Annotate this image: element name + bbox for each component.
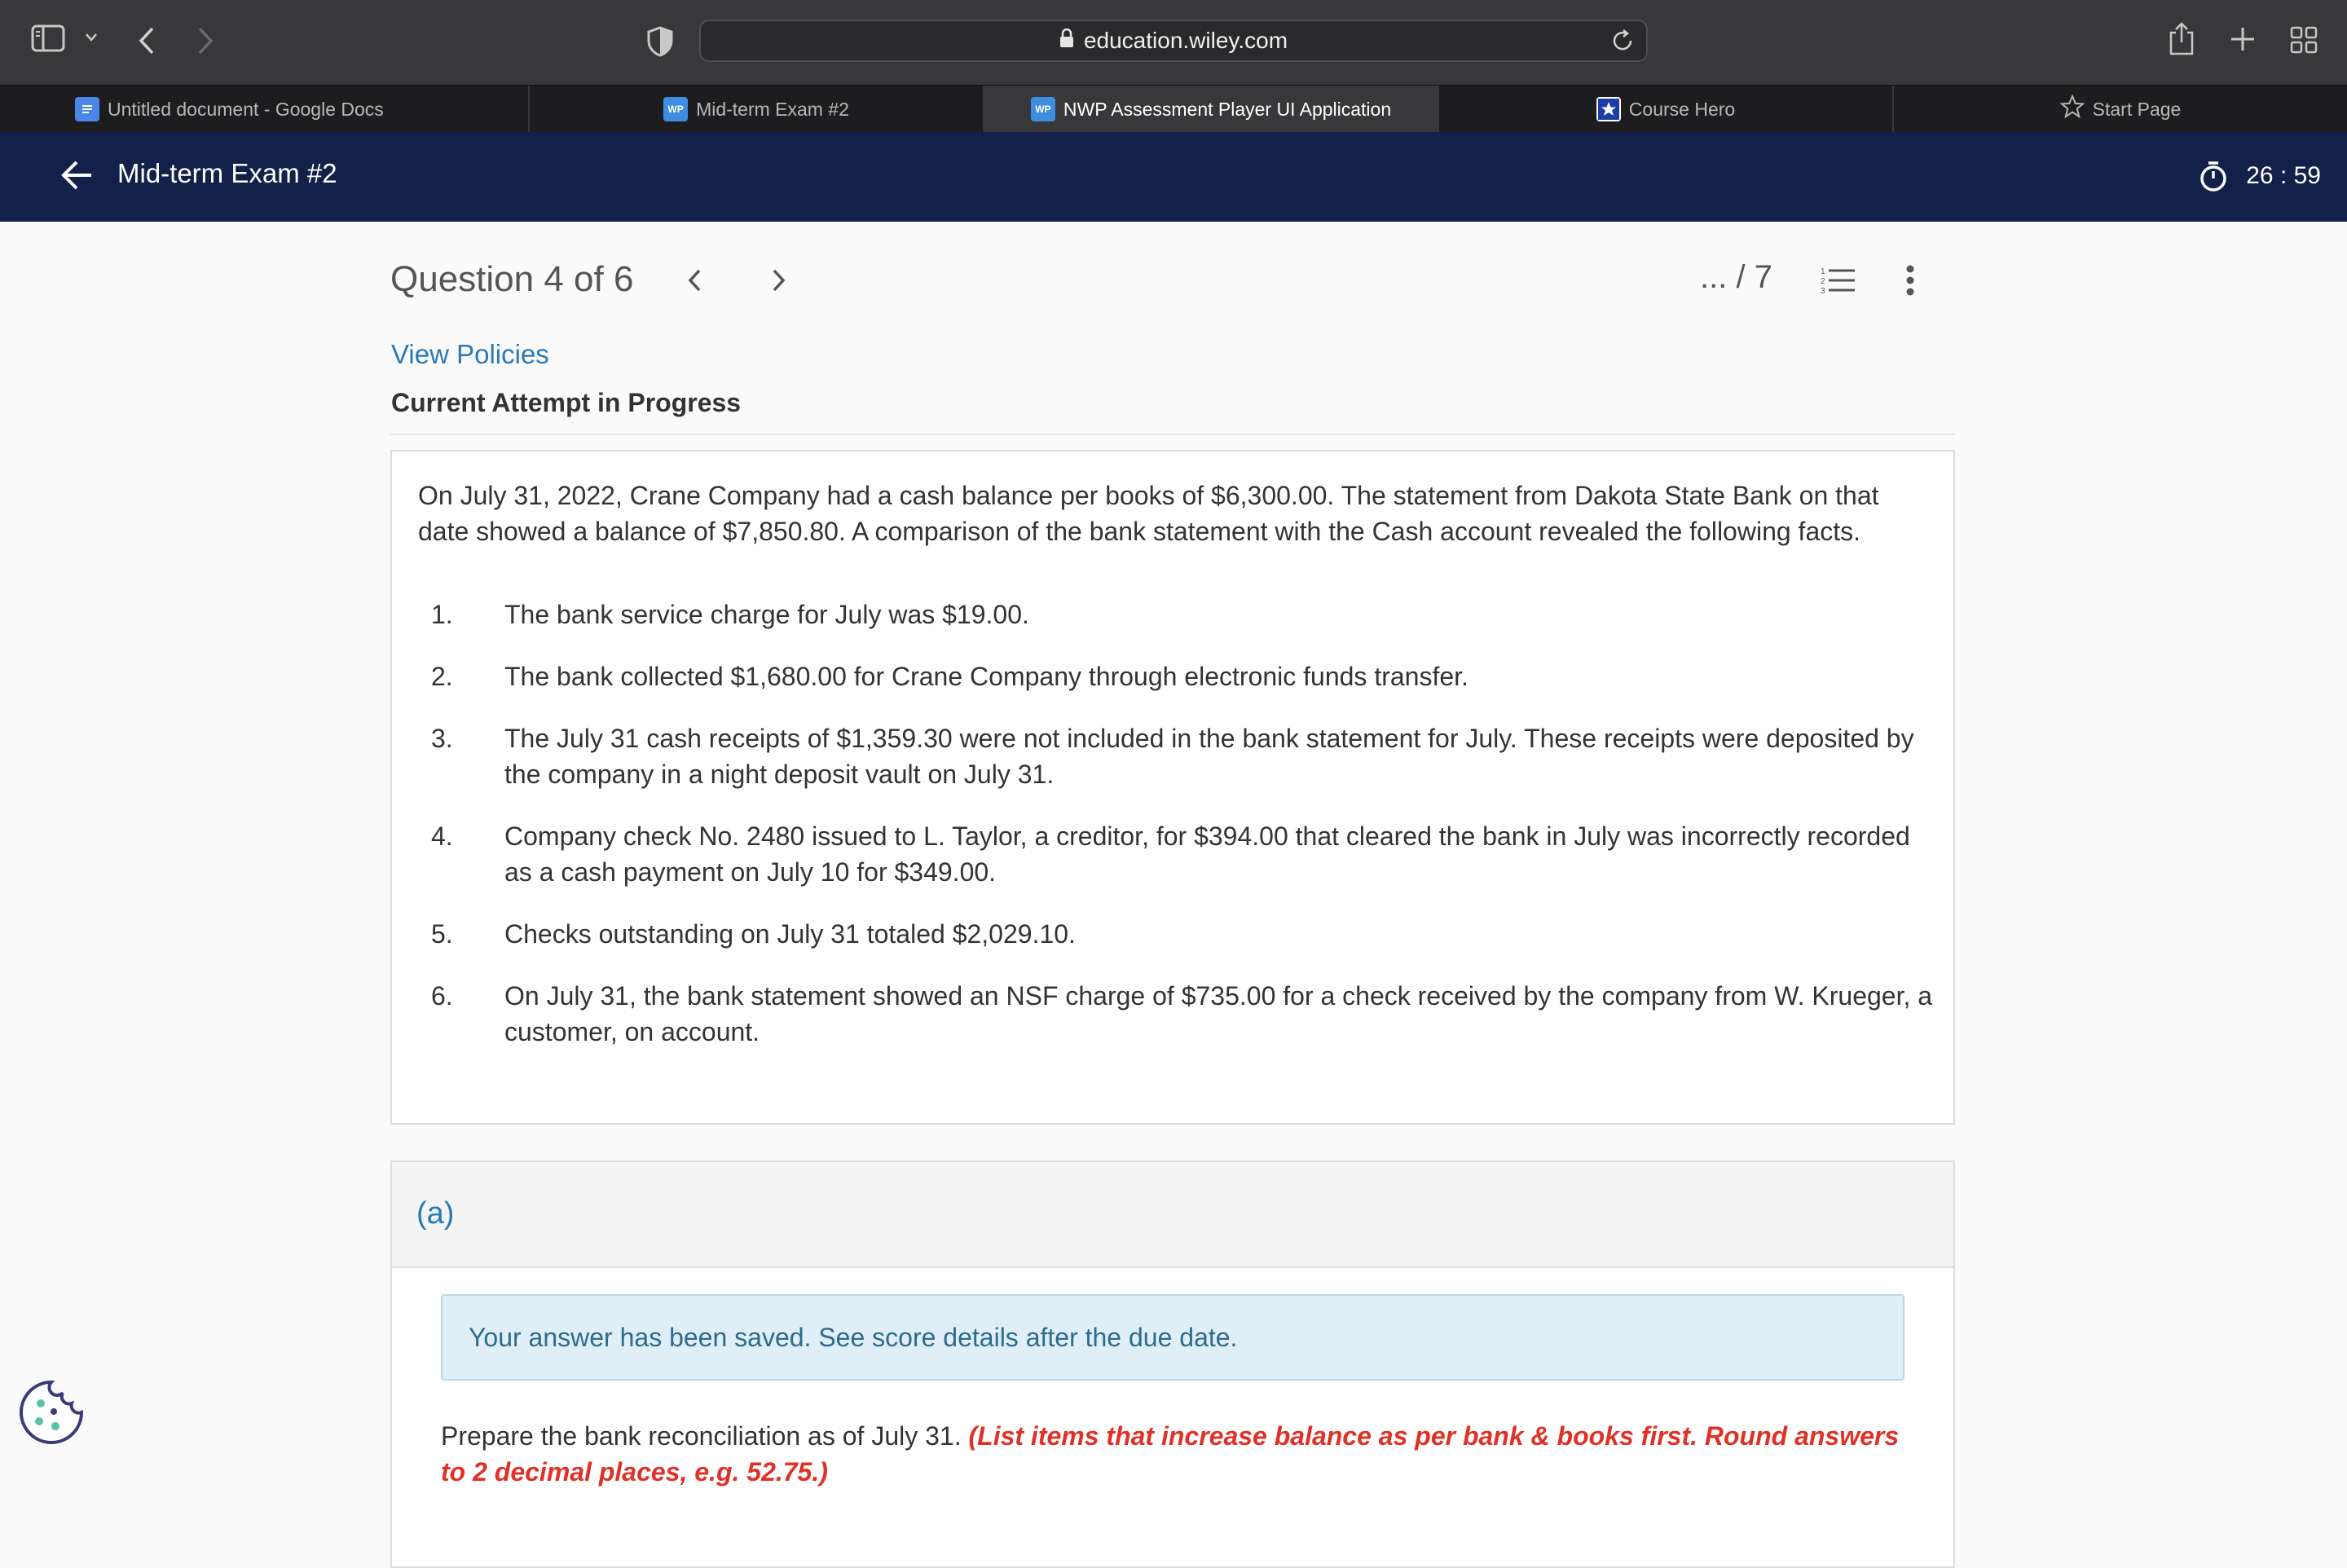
list-item bbox=[418, 978, 1934, 1050]
list-item-number: 4. bbox=[431, 821, 453, 851]
list-item bbox=[418, 597, 1934, 632]
list-item bbox=[418, 818, 1934, 890]
list-item bbox=[418, 658, 1934, 694]
tab-google-docs[interactable] bbox=[0, 86, 530, 133]
chevron-right-icon bbox=[771, 268, 787, 293]
timer-value: 26 : 59 bbox=[2246, 162, 2321, 189]
privacy-shield-icon[interactable] bbox=[647, 26, 673, 57]
attempt-status: Current Attempt in Progress bbox=[391, 388, 742, 417]
google-docs-icon bbox=[75, 97, 99, 121]
address-bar[interactable] bbox=[699, 20, 1648, 62]
list-item-text: The bank service charge for July was $19.00. bbox=[504, 600, 1029, 629]
instructions-emphasis: (List items that increase balance as per bank & books first. Round answers to 2 decimal places, e.g. 52.75.) bbox=[441, 1421, 1900, 1487]
question-intro: On July 31, 2022, Crane Company had a cash balance per books of $6,300.00. The statement from Dakota State Bank on that date showed a balance of $7,850.80. A comparison of the bank statement with the Cash account revealed the following facts. bbox=[418, 481, 1879, 546]
tab-label: Start Page bbox=[2092, 98, 2182, 120]
list-item-number: 5. bbox=[431, 919, 453, 949]
list-item-number: 3. bbox=[431, 724, 453, 753]
question-score: ... / 7 bbox=[1700, 259, 1772, 295]
instructions bbox=[441, 1418, 1908, 1490]
divider bbox=[390, 434, 1955, 435]
list-item-number: 6. bbox=[431, 981, 453, 1011]
list-item-text: The bank collected $1,680.00 for Crane Company through electronic funds transfer. bbox=[504, 662, 1469, 691]
more-options-icon[interactable] bbox=[1904, 262, 1917, 302]
svg-text:3: 3 bbox=[1821, 287, 1825, 295]
question-counter: Question 4 of 6 bbox=[390, 259, 634, 299]
facts-list bbox=[418, 597, 1934, 1076]
part-a-section bbox=[390, 1161, 1955, 1568]
browser-toolbar bbox=[0, 0, 2347, 85]
url-text: education.wiley.com bbox=[1083, 28, 1288, 53]
previous-question-button[interactable] bbox=[678, 262, 711, 298]
list-item bbox=[418, 916, 1934, 952]
list-item-text: Company check No. 2480 issued to L. Taylor, a creditor, for $394.00 that cleared the bank in July was incorrectly recorded as a cash payment on July 10 for $349.00. bbox=[504, 821, 1910, 887]
new-tab-icon[interactable] bbox=[2230, 26, 2256, 52]
next-question-button[interactable] bbox=[763, 262, 795, 298]
sidebar-toggle-icon[interactable] bbox=[31, 24, 65, 52]
chevron-down-icon[interactable] bbox=[85, 33, 98, 42]
back-arrow-icon[interactable] bbox=[60, 159, 95, 196]
tab-course-hero[interactable] bbox=[1439, 86, 1894, 133]
saved-message: Your answer has been saved. See score details after the due date. bbox=[441, 1294, 1904, 1381]
exam-title: Mid-term Exam #2 bbox=[117, 158, 337, 188]
list-item-text: The July 31 cash receipts of $1,359.30 were not included in the bank statement for July. These receipts were deposited by the company in a night deposit vault on July 31. bbox=[504, 724, 1914, 789]
tab-mid-term-exam[interactable] bbox=[530, 86, 984, 133]
course-hero-icon bbox=[1596, 97, 1621, 121]
app-header bbox=[0, 132, 2347, 222]
back-icon[interactable] bbox=[137, 26, 156, 55]
instructions-text: Prepare the bank reconciliation as of July 31. bbox=[441, 1421, 962, 1451]
cookie-settings-icon[interactable] bbox=[18, 1379, 85, 1450]
list-item-text: Checks outstanding on July 31 totaled $2,029.10. bbox=[504, 919, 1076, 949]
part-header bbox=[392, 1162, 1953, 1268]
forward-icon[interactable] bbox=[196, 26, 215, 55]
list-item bbox=[418, 720, 1934, 792]
lock-icon bbox=[1059, 28, 1074, 54]
tab-nwp-assessment[interactable] bbox=[984, 86, 1439, 133]
tab-label: Course Hero bbox=[1628, 98, 1736, 120]
reload-icon[interactable] bbox=[1610, 29, 1635, 59]
star-icon bbox=[2060, 95, 2085, 124]
tab-bar bbox=[0, 85, 2347, 133]
tab-start-page[interactable] bbox=[1894, 86, 2347, 133]
stopwatch-icon bbox=[2199, 160, 2228, 192]
share-icon[interactable] bbox=[2168, 21, 2195, 57]
list-item-number: 1. bbox=[431, 600, 453, 629]
part-label: (a) bbox=[416, 1196, 455, 1231]
tab-overview-icon[interactable] bbox=[2290, 26, 2318, 54]
question-list-icon[interactable] bbox=[1821, 266, 1856, 299]
wp-icon: WP bbox=[1031, 97, 1055, 121]
svg-text:1: 1 bbox=[1821, 267, 1825, 276]
wp-icon: WP bbox=[663, 97, 688, 121]
list-item-text: On July 31, the bank statement showed an NSF charge of $735.00 for a check received by the company from W. Krueger, a customer, on account. bbox=[504, 981, 1933, 1046]
question-box bbox=[390, 450, 1955, 1125]
svg-text:2: 2 bbox=[1821, 277, 1825, 286]
tab-label: Untitled document - Google Docs bbox=[108, 98, 384, 120]
tab-label: Mid-term Exam #2 bbox=[696, 98, 849, 120]
timer bbox=[2199, 160, 2321, 192]
view-policies-link[interactable]: View Policies bbox=[391, 339, 549, 369]
chevron-left-icon bbox=[686, 268, 702, 293]
list-item-number: 2. bbox=[431, 662, 453, 691]
tab-label: NWP Assessment Player UI Application bbox=[1063, 98, 1392, 120]
